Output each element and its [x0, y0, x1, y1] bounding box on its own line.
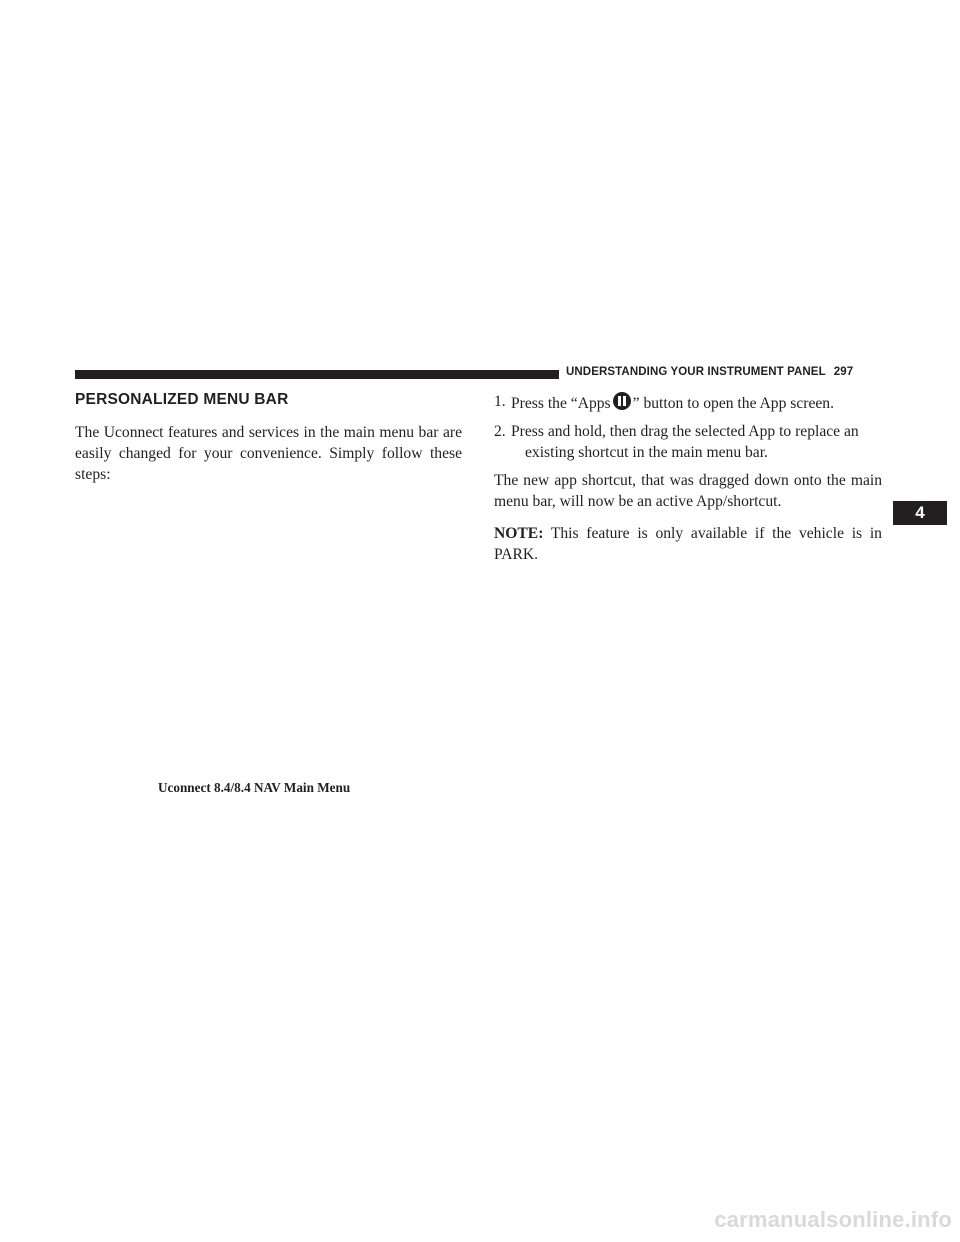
note-text: This feature is only available if the vehicle is in PARK.: [494, 525, 882, 563]
right-column: [494, 391, 882, 576]
shortcut-paragraph: The new app shortcut, that was dragged down onto the main menu bar, will now be an active App/shortcut.: [494, 472, 882, 510]
left-column: [75, 391, 462, 485]
figure-caption: Uconnect 8.4/8.4 NAV Main Menu: [158, 780, 351, 795]
header-rule: [75, 370, 559, 379]
step-number: 1.: [494, 393, 506, 410]
chapter-tab: 4: [893, 501, 947, 525]
section-title: UNDERSTANDING YOUR INSTRUMENT PANEL: [566, 366, 826, 378]
running-header: [566, 366, 853, 378]
step-number: 2.: [494, 423, 506, 440]
note-paragraph: [494, 523, 882, 565]
step-text-before-icon: Press the “Apps: [511, 395, 611, 412]
section-heading: PERSONALIZED MENU BAR: [75, 391, 289, 408]
intro-paragraph: The Uconnect features and services in the main menu bar are easily changed for your convenience. Simply follow these steps:: [75, 424, 462, 483]
apps-icon: [612, 391, 632, 411]
step-2: [494, 421, 882, 463]
step-text-after-icon: ” button to open the App screen.: [632, 395, 834, 412]
note-label: NOTE:: [494, 525, 544, 542]
page-number: 297: [833, 366, 854, 378]
step-1: [494, 391, 882, 414]
watermark: carmanualsonline.info: [714, 1207, 952, 1232]
step-text-line2: existing shortcut in the main menu bar.: [525, 444, 768, 461]
step-text-line1: Press and hold, then drag the selected App to replace an: [511, 423, 859, 440]
